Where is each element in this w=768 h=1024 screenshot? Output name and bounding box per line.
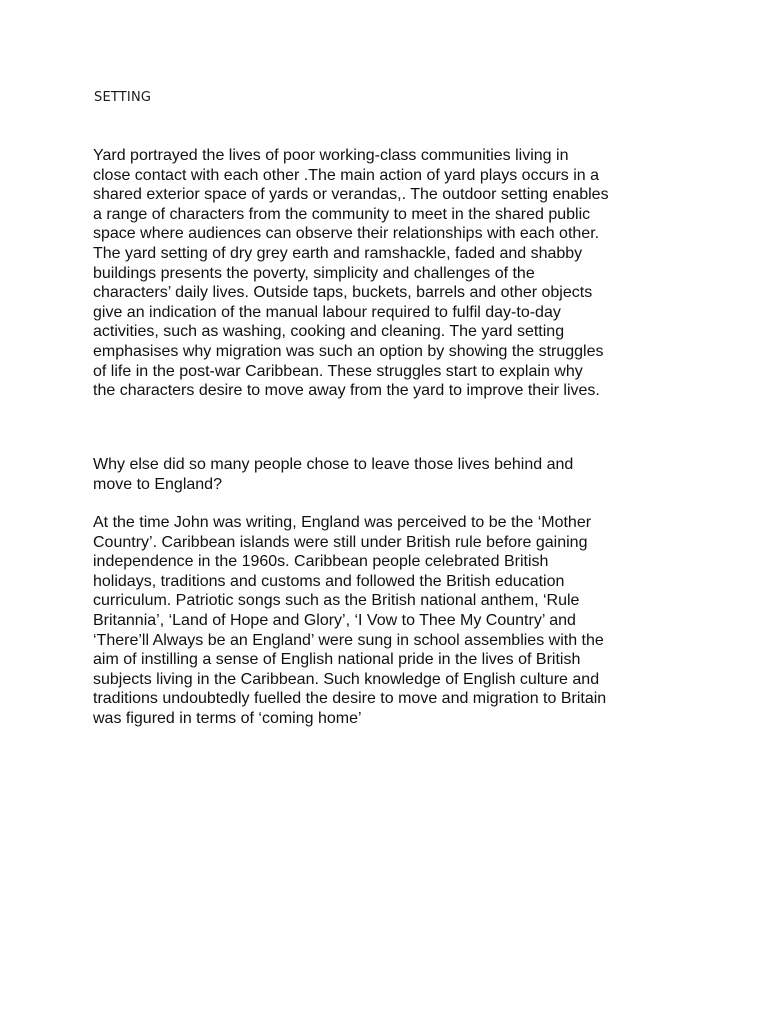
text-line: traditions undoubtedly fuelled the desire to move and migration to Britain (93, 690, 607, 708)
text-line: ‘There’ll Always be an England’ were sung in school assemblies with the (93, 631, 604, 649)
text-line: the characters desire to move away from the yard to improve their lives. (93, 382, 600, 400)
text-line: emphasises why migration was such an option by showing the struggles (93, 342, 604, 360)
text-line: was figured in terms of ‘coming home’ (93, 709, 362, 727)
paragraph-mother-country (93, 513, 693, 729)
paragraph-question (93, 455, 693, 494)
text-line: give an indication of the manual labour required to fulfil day-to-day (93, 303, 561, 321)
text-line: buildings presents the poverty, simplicity and challenges of the (93, 264, 535, 282)
text-line: activities, such as washing, cooking and cleaning. The yard setting (93, 323, 565, 341)
text-line: space where audiences can observe their relationships with each other. (93, 225, 600, 243)
text-line: Country’. Caribbean islands were still under British rule before gaining (93, 533, 588, 551)
text-line: move to England? (93, 475, 222, 493)
text-line: The yard setting of dry grey earth and ramshackle, faded and shabby (93, 244, 583, 262)
text-line: holidays, traditions and customs and followed the British education (93, 572, 565, 590)
text-line: characters’ daily lives. Outside taps, buckets, barrels and other objects (93, 284, 593, 302)
section-heading: SETTING (94, 90, 152, 105)
text-line: close contact with each other .The main action of yard plays occurs in a (93, 166, 600, 184)
text-line: Why else did so many people chose to leave those lives behind and (93, 456, 574, 473)
paragraph-setting-description (93, 146, 693, 401)
text-line: Yard portrayed the lives of poor working-class communities living in (93, 147, 569, 164)
text-line: aim of instilling a sense of English national pride in the lives of British (93, 651, 581, 669)
text-line: curriculum. Patriotic songs such as the British national anthem, ‘Rule (93, 592, 580, 610)
text-line: subjects living in the Caribbean. Such knowledge of English culture and (93, 670, 600, 688)
text-line: independence in the 1960s. Caribbean people celebrated British (93, 553, 549, 571)
text-line: a range of characters from the community to meet in the shared public (93, 205, 591, 223)
text-line: shared exterior space of yards or verandas,. The outdoor setting enables (93, 186, 609, 204)
text-line: Britannia’, ‘Land of Hope and Glory’, ‘I Vow to Thee My Country’ and (93, 611, 576, 629)
text-line: of life in the post-war Caribbean. These struggles start to explain why (93, 362, 583, 380)
text-line: At the time John was writing, England was perceived to be the ‘Mother (93, 514, 592, 531)
